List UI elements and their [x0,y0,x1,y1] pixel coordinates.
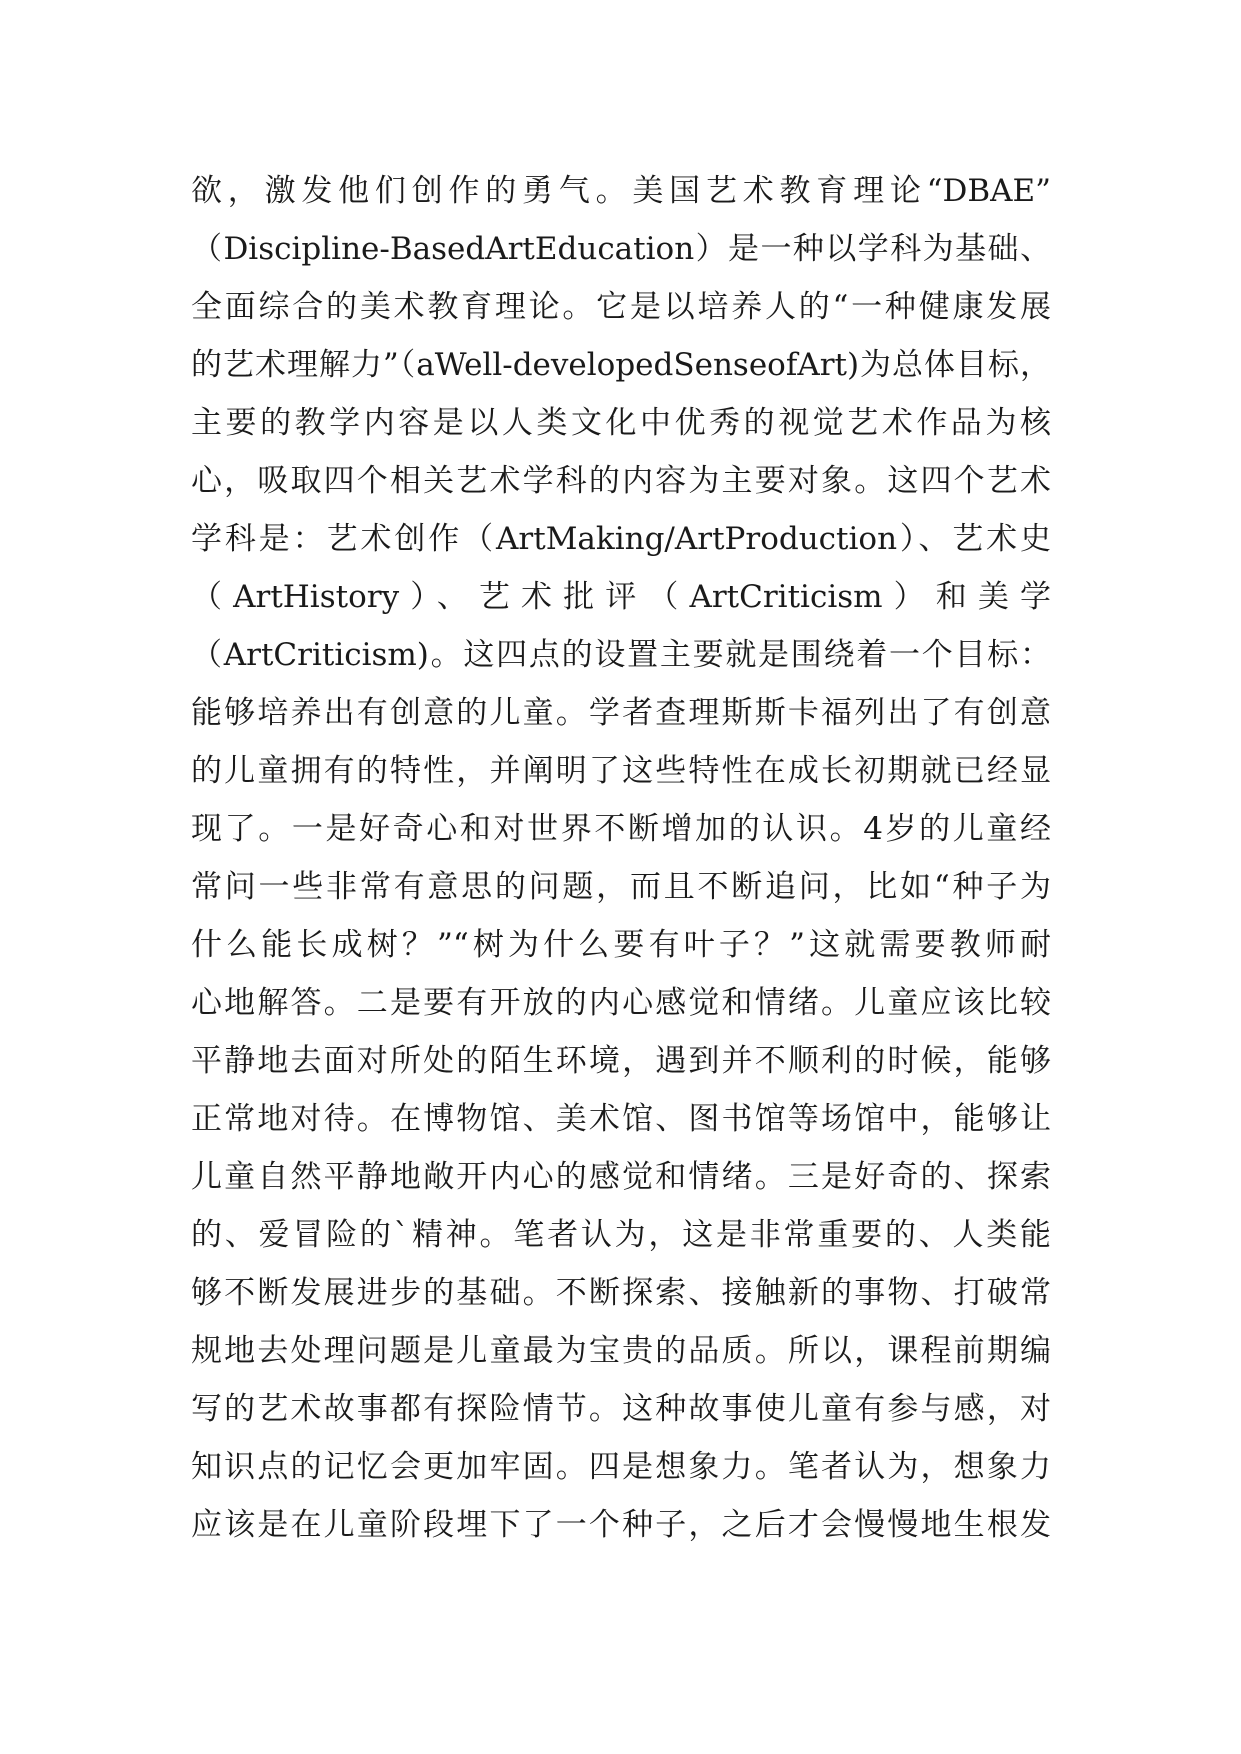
text-line: 什么能长成树？”“树为什么要有叶子？”这就需要教师耐 [191,927,1051,963]
text-line: 写的艺术故事都有探险情节。这种故事使儿童有参与感，对 [191,1391,1051,1427]
text-line: 知识点的记忆会更加牢固。四是想象力。笔者认为，想象力 [191,1449,1051,1485]
text-line: 儿童自然平静地敞开内心的感觉和情绪。三是好奇的、探索 [191,1159,1051,1195]
text-line: 正常地对待。在博物馆、美术馆、图书馆等场馆中，能够让 [191,1101,1051,1137]
text-line: （Discipline-BasedArtEducation）是一种以学科为基础、 [191,231,1051,267]
text-line: 心地解答。二是要有开放的内心感觉和情绪。儿童应该比较 [191,985,1051,1021]
text-line: 的艺术理解力”（aWell-developedSenseofArt)为总体目标， [191,347,1051,383]
text-line: 全面综合的美术教育理论。它是以培养人的“一种健康发展 [191,289,1051,325]
text-line: 的、爱冒险的`精神。笔者认为，这是非常重要的、人类能 [191,1217,1051,1253]
text-line: 够不断发展进步的基础。不断探索、接触新的事物、打破常 [191,1275,1051,1311]
text-line: 的儿童拥有的特性，并阐明了这些特性在成长初期就已经显 [191,753,1051,789]
text-line: 应该是在儿童阶段埋下了一个种子，之后才会慢慢地生根发 [191,1507,1051,1543]
text-line: 规地去处理问题是儿童最为宝贵的品质。所以，课程前期编 [191,1333,1051,1369]
text-line: 学科是：艺术创作（ArtMaking/ArtProduction）、艺术史 [191,521,1051,557]
text-line: 主要的教学内容是以人类文化中优秀的视觉艺术作品为核 [191,405,1051,441]
text-line: 现了。一是好奇心和对世界不断增加的认识。4岁的儿童经 [191,811,1051,847]
body-paragraph [191,162,1051,1554]
text-line: 平静地去面对所处的陌生环境，遇到并不顺利的时候，能够 [191,1043,1051,1079]
text-line: 心，吸取四个相关艺术学科的内容为主要对象。这四个艺术 [191,463,1051,499]
text-line: 欲，激发他们创作的勇气。美国艺术教育理论“DBAE” [191,173,1051,209]
text-line: 常问一些非常有意思的问题，而且不断追问，比如“种子为 [191,869,1051,905]
text-line: （ArtHistory）、艺术批评（ArtCriticism）和美学 [191,579,1051,615]
text-line: 能够培养出有创意的儿童。学者查理斯斯卡福列出了有创意 [191,695,1051,731]
text-line: （ArtCriticism)。这四点的设置主要就是围绕着一个目标： [191,637,1051,673]
